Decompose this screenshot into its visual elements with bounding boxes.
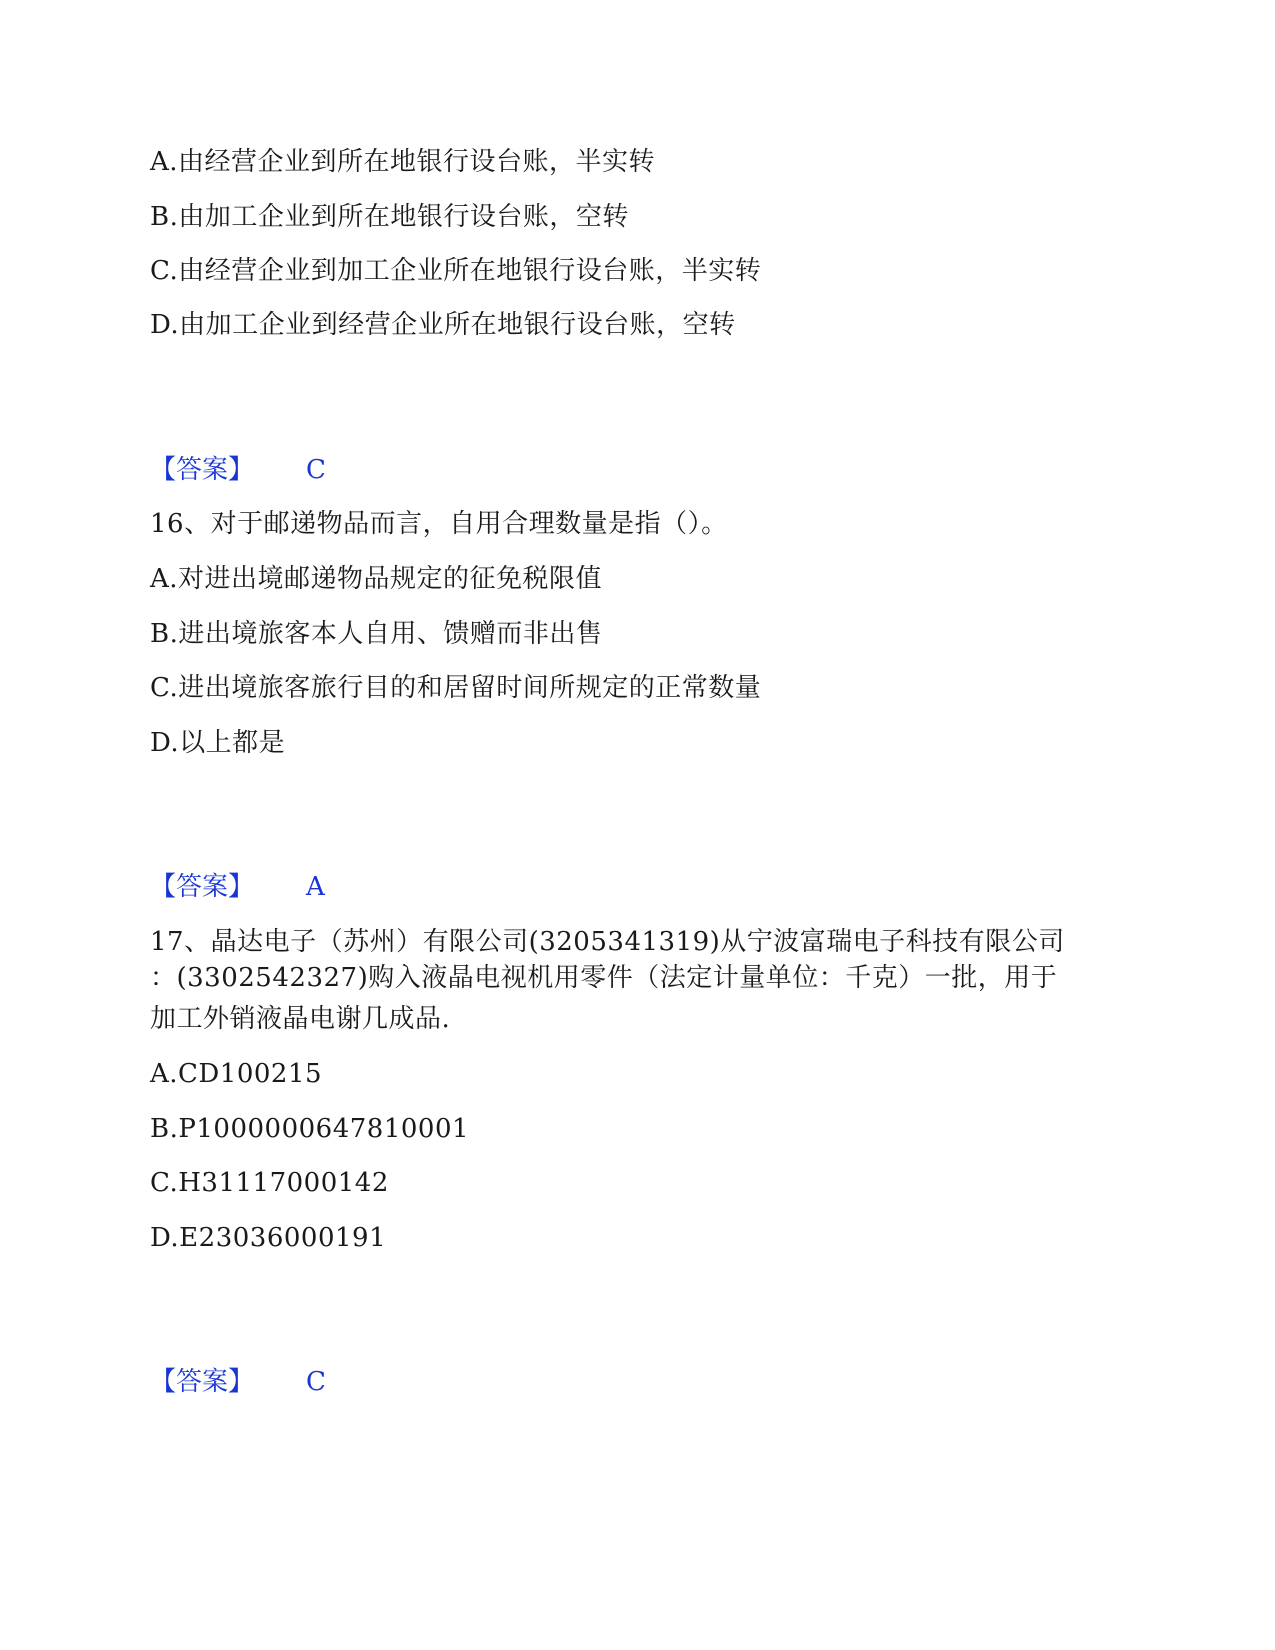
- q15-option-b: B.由加工企业到所在地银行设台账，空转: [150, 202, 629, 232]
- q17-question-line-1: 17、晶达电子（苏州）有限公司(3205341319)从宁波富瑞电子科技有限公司: [150, 927, 1065, 957]
- q17-option-b: B.P1000000647810001: [150, 1114, 470, 1144]
- q16-option-b: B.进出境旅客本人自用、馈赠而非出售: [150, 619, 603, 649]
- q17-question-line-2: ：(3302542327)购入液晶电视机用零件（法定计量单位：千克）一批，用于: [150, 963, 1058, 993]
- q15-option-d: D.由加工企业到经营企业所在地银行设台账，空转: [150, 310, 736, 340]
- q15-option-c: C.由经营企业到加工企业所在地银行设台账，半实转: [150, 256, 762, 286]
- q16-option-a: A.对进出境邮递物品规定的征免税限值: [150, 564, 603, 594]
- q17-question-line-3: 加工外销液晶电谢几成品.: [150, 1004, 451, 1034]
- q17-option-c: C.H31117000142: [150, 1168, 389, 1198]
- q17-option-d: D.E23036000191: [150, 1223, 387, 1253]
- answer-label: 【答案】: [150, 455, 255, 485]
- q17-option-a: A.CD100215: [150, 1059, 323, 1089]
- answer-value: A: [306, 872, 325, 902]
- q15-answer: [150, 454, 326, 486]
- q16-option-d: D.以上都是: [150, 728, 286, 758]
- answer-value: C: [306, 1367, 326, 1397]
- answer-label: 【答案】: [150, 872, 255, 902]
- q16-question: 16、对于邮递物品而言，自用合理数量是指（）。: [150, 509, 728, 539]
- q17-answer: [150, 1366, 326, 1398]
- answer-label: 【答案】: [150, 1367, 255, 1397]
- q16-answer: [150, 871, 325, 903]
- q16-option-c: C.进出境旅客旅行目的和居留时间所规定的正常数量: [150, 673, 762, 703]
- answer-value: C: [306, 455, 326, 485]
- q15-option-a: A.由经营企业到所在地银行设台账，半实转: [150, 147, 656, 177]
